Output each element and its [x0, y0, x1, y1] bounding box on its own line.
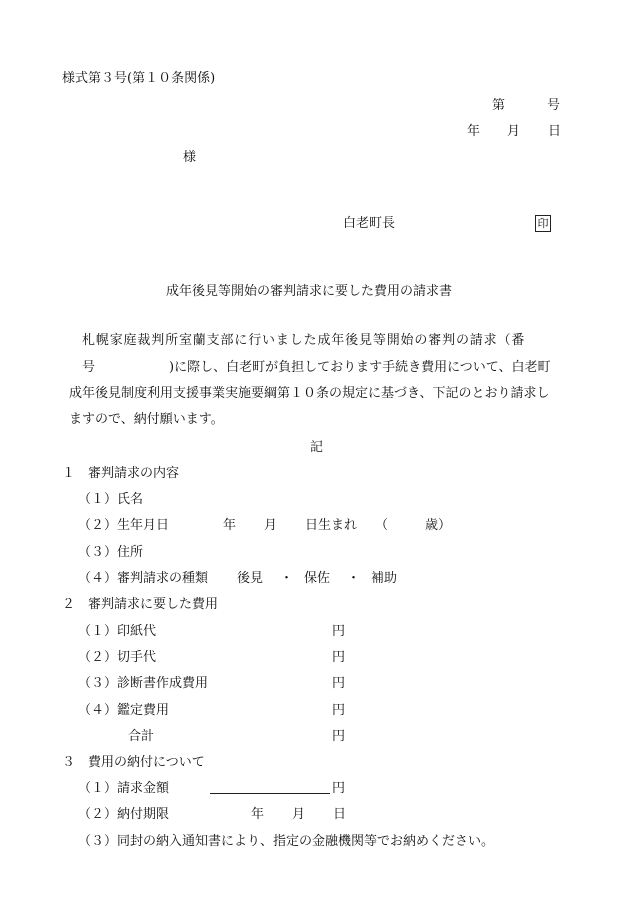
- type-option-hosa: 保佐: [304, 571, 331, 586]
- type-separator-1: ・: [280, 571, 294, 586]
- age-open: （: [375, 518, 389, 533]
- amount-underline: [210, 793, 330, 794]
- type-label: （４）審判請求の種類: [78, 571, 209, 586]
- type-separator-2: ・: [347, 571, 361, 586]
- cost-unit: 円: [332, 703, 346, 718]
- birth-year: 年: [223, 518, 237, 533]
- number-go: 号: [547, 98, 561, 113]
- birth-label: （２）生年月日: [78, 518, 170, 533]
- cost-label: （２）切手代: [78, 650, 157, 665]
- body-line-2b: )に際し、白老町が負担しております手続き費用について、白老町: [169, 360, 551, 375]
- section-1-heading: １ 審判請求の内容: [62, 466, 180, 481]
- age-close: 歳）: [425, 518, 452, 533]
- body-line-4: ますので、納付願います。: [69, 412, 224, 427]
- body-line-2a: 号: [82, 360, 96, 375]
- due-year: 年: [251, 807, 265, 822]
- cost-label: （４）鑑定費用: [78, 703, 170, 718]
- cost-label: （３）診断書作成費用: [78, 676, 209, 691]
- cost-unit: 円: [332, 676, 346, 691]
- birth-born: 日生まれ: [305, 518, 358, 533]
- type-option-kouken: 後見: [237, 571, 264, 586]
- issuer-name: 白老町長: [343, 216, 396, 231]
- cost-label: （１）印紙代: [78, 624, 157, 639]
- number-dai: 第: [492, 98, 506, 113]
- ki-heading: 記: [310, 440, 324, 455]
- body-line-1: 札幌家庭裁判所室蘭支部に行いました成年後見等開始の審判の請求（番: [82, 333, 526, 348]
- birth-month: 月: [264, 518, 278, 533]
- addressee-suffix: 様: [183, 150, 197, 165]
- form-label: 様式第３号(第１０条関係): [62, 71, 216, 86]
- field-address: （３）住所: [78, 545, 144, 560]
- date-month: 月: [507, 124, 521, 139]
- section-3-heading: ３ 費用の納付について: [62, 755, 205, 770]
- total-label: 合計: [128, 729, 155, 744]
- due-day: 日: [333, 807, 347, 822]
- seal-mark: 印: [535, 215, 551, 232]
- type-option-hojo: 補助: [371, 571, 398, 586]
- date-day: 日: [548, 124, 562, 139]
- payment-note: （３）同封の納入通知書により、指定の金融機関等でお納めください。: [78, 834, 495, 849]
- cost-unit: 円: [332, 624, 346, 639]
- field-name: （１）氏名: [78, 492, 144, 507]
- due-label: （２）納付期限: [78, 807, 170, 822]
- amount-unit: 円: [332, 781, 346, 796]
- due-month: 月: [292, 807, 306, 822]
- section-2-heading: ２ 審判請求に要した費用: [62, 597, 219, 612]
- document-title: 成年後見等開始の審判請求に要した費用の請求書: [166, 284, 453, 299]
- date-year: 年: [467, 124, 481, 139]
- body-line-3: 成年後見制度利用支援事業実施要綱第１０条の規定に基づき、下記のとおり請求し: [69, 386, 550, 401]
- total-unit: 円: [332, 729, 346, 744]
- amount-label: （１）請求金額: [78, 781, 170, 796]
- cost-unit: 円: [332, 650, 346, 665]
